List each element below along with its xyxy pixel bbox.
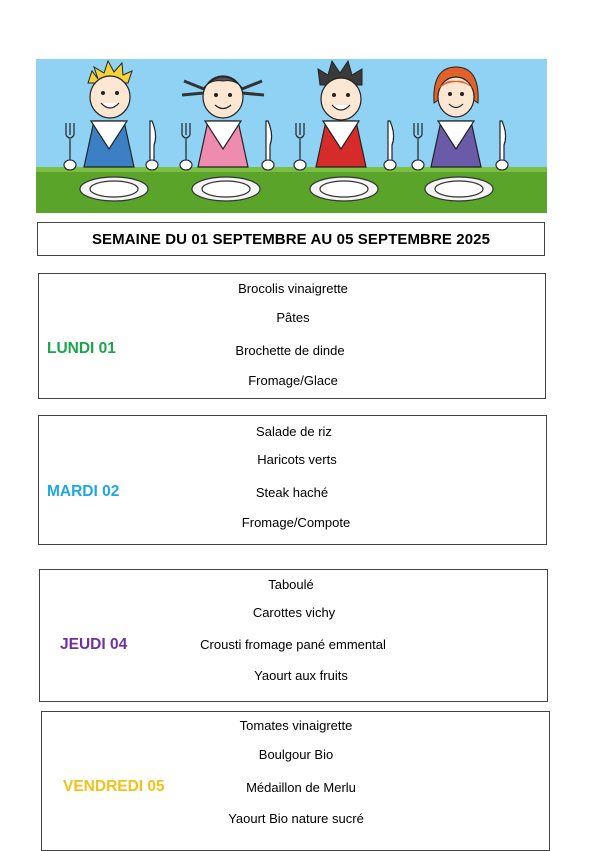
day-card-mardi bbox=[38, 415, 547, 545]
day-label-lundi: LUNDI 01 bbox=[47, 340, 116, 357]
dish-starter: Taboulé bbox=[268, 577, 314, 592]
week-title bbox=[37, 222, 545, 256]
dish-starter: Salade de riz bbox=[256, 424, 332, 439]
dish-side: Carottes vichy bbox=[252, 605, 336, 620]
day-label-vendredi: VENDREDI 05 bbox=[63, 778, 165, 795]
day-label-mardi: MARDI 02 bbox=[47, 483, 120, 500]
day-card-vendredi bbox=[41, 711, 550, 851]
dish-starter: Brocolis vinaigrette bbox=[238, 281, 348, 296]
dish-dessert: Fromage/Compote bbox=[241, 515, 351, 530]
day-card-jeudi bbox=[39, 569, 548, 702]
day-label-jeudi: JEUDI 04 bbox=[60, 636, 128, 653]
dish-main: Médaillon de Merlu bbox=[246, 780, 356, 795]
kids-at-table-illustration bbox=[36, 59, 547, 213]
dish-side: Boulgour Bio bbox=[258, 747, 334, 762]
dish-side: Haricots verts bbox=[257, 452, 337, 467]
week-title-text: SEMAINE DU 01 SEPTEMBRE AU 05 SEPTEMBRE 2025 bbox=[91, 230, 491, 248]
dish-main: Steak haché bbox=[255, 485, 329, 500]
dish-dessert: Fromage/Glace bbox=[248, 373, 338, 388]
dish-side: Pâtes bbox=[276, 310, 310, 325]
dish-main: Brochette de dinde bbox=[235, 343, 345, 358]
dish-dessert: Yaourt Bio nature sucré bbox=[228, 811, 364, 826]
dish-dessert: Yaourt aux fruits bbox=[254, 668, 348, 683]
day-card-lundi bbox=[38, 273, 546, 399]
dish-main: Crousti fromage pané emmental bbox=[200, 637, 386, 652]
dish-starter: Tomates vinaigrette bbox=[239, 718, 353, 733]
